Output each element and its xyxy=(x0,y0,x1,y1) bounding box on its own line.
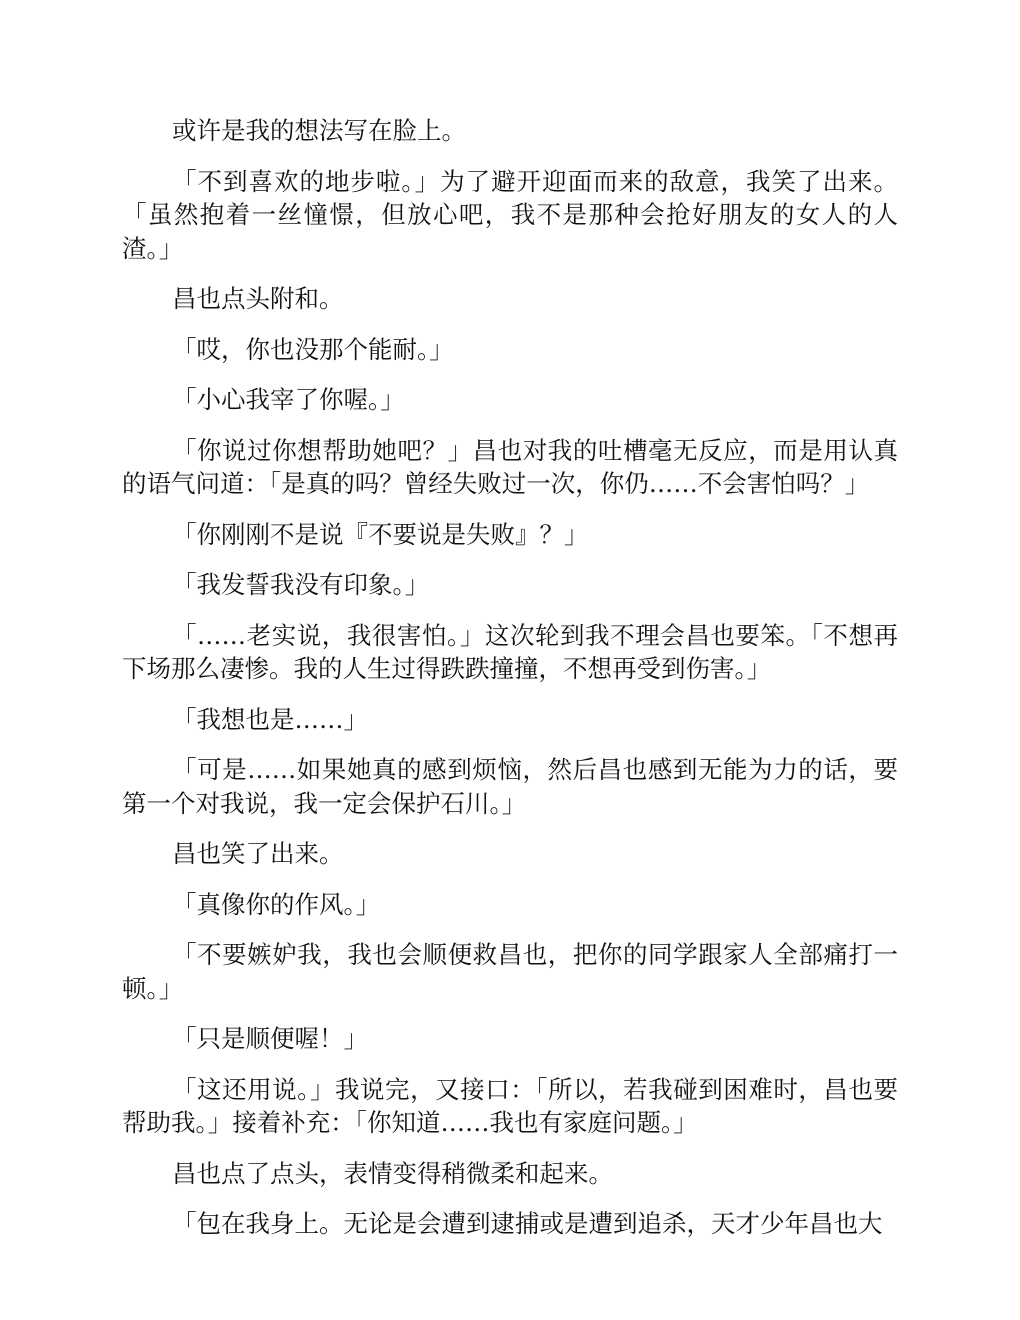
paragraph: 昌也笑了出来。 xyxy=(172,839,344,868)
paragraph: 「这还用说。」我说完，又接口：「所以，若我碰到困难时，昌也要帮助我。」接着补充：「你知道……我也有家庭问题。」 xyxy=(122,1074,898,1137)
paragraph: 昌也点了点头，表情变得稍微柔和起来。 xyxy=(172,1158,613,1188)
paragraph: 「你刚刚不是说『不要说是失败』？」 xyxy=(172,519,589,549)
paragraph: 「小心我宰了你喔。」 xyxy=(172,385,405,414)
paragraph: 「只是顺便喔！」 xyxy=(172,1024,368,1053)
paragraph: 昌也点头附和。 xyxy=(172,284,344,313)
paragraph: 「你说过你想帮助她吧？」昌也对我的吐槽毫无反应，而是用认真的语气问道：「是真的吗？曾经失败过一次，你仍……不会害怕吗？」 xyxy=(122,435,898,498)
paragraph: 「不到喜欢的地步啦。」为了避开迎面而来的敌意，我笑了出来。「虽然抱着一丝憧憬，但放心吧，我不是那种会抢好朋友的女人的人渣。」 xyxy=(122,166,898,263)
paragraph: 「我发誓我没有印象。」 xyxy=(172,570,430,599)
paragraph: 或许是我的想法写在脸上。 xyxy=(172,116,466,145)
paragraph: 「包在我身上。无论是会遭到逮捕或是遭到追杀，天才少年昌也大 xyxy=(172,1209,883,1238)
body-text xyxy=(122,114,898,1258)
paragraph: 「我想也是……」 xyxy=(172,704,368,734)
paragraph: 「真像你的作风。」 xyxy=(172,889,381,919)
paragraph: 「不要嫉妒我，我也会顺便救昌也，把你的同学跟家人全部痛打一顿。」 xyxy=(122,940,898,1003)
paragraph: 「哎，你也没那个能耐。」 xyxy=(172,334,454,364)
paragraph: 「……老实说，我很害怕。」这次轮到我不理会昌也要笨。「不想再下场那么凄惨。我的人生过得跌跌撞撞，不想再受到伤害。」 xyxy=(122,620,898,683)
paragraph: 「可是……如果她真的感到烦恼，然后昌也感到无能为力的话，要第一个对我说，我一定会保护石川。」 xyxy=(122,755,898,818)
